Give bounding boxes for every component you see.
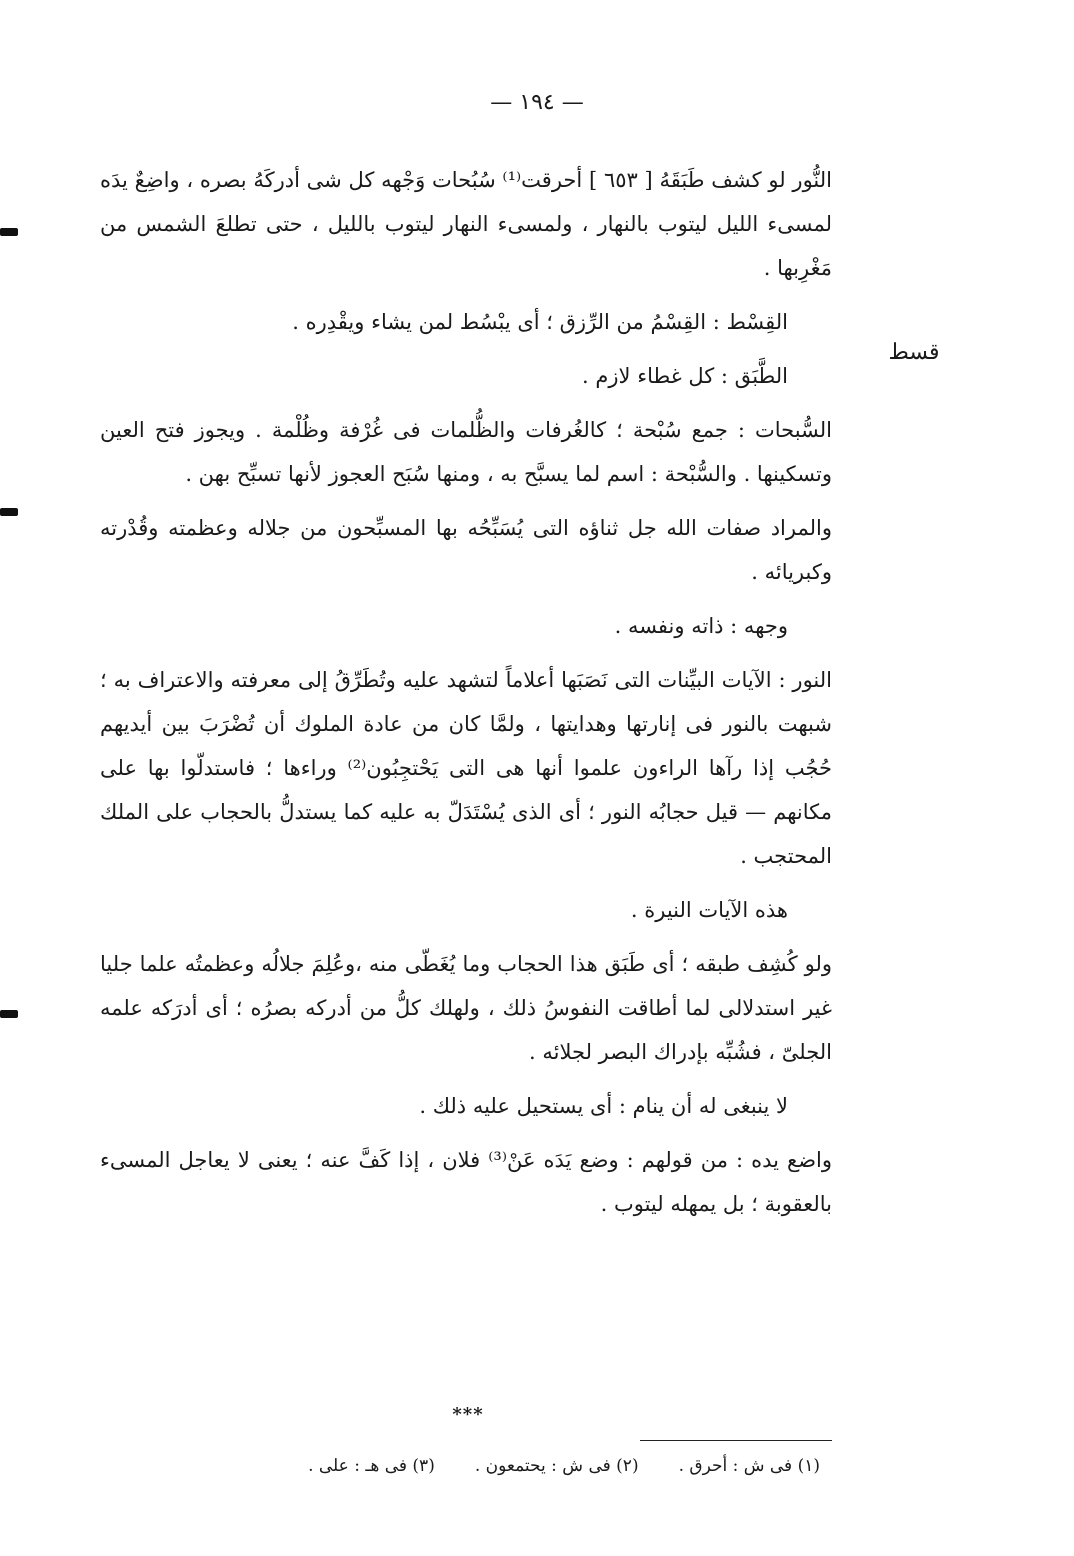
paragraph: واضع يده : من قولهم : وضع يَدَه عَنْ⁽³⁾ فلان ، إذا كَفَّ عنه ؛ يعنى لا يعاجل المسىء بالعقوبة ؛ بل يمهله ليتوب . <box>100 1148 832 1216</box>
paragraph: السُّبحات : جمع سُبْحة ؛ كالغُرفات والظُّلمات فى غُرْفة وظُلْمة . ويجوز فتح العين وتسكينها . والسُّبْحة : اسم لما يسبَّح به ، ومنها سُبَح العجوز لأنها تسبِّح بهن . <box>100 418 832 486</box>
paragraph: ولو كُشِف طبقه ؛ أى طَبَق هذا الحجاب وما يُغَطّى منه ،وعُلِمَ جلالُه وعظمتُه علما جليا غير استدلالى لما أطاقت النفوسُ ذلك ، ولهلك كلُّ من أدركه بصرُه ؛ أى أدرَكه علمه الجلىّ ، فشُبِّه بإدراك البصر لجلائه . <box>100 952 832 1064</box>
paragraph: القِسْط : القِسْمُ من الرِّزق ؛ أى يبْسُط لمن يشاء ويقْدِره . <box>292 310 788 334</box>
section-separator: *** <box>452 1404 484 1425</box>
footnote: (١) فى ش : أحرق . <box>678 1456 820 1476</box>
footnote: (٢) فى ش : يحتمعون . <box>474 1456 639 1476</box>
footnotes <box>260 1456 820 1476</box>
margin-mark <box>0 228 18 236</box>
margin-mark <box>0 1010 18 1018</box>
paragraph: الطَّبَق : كل غطاء لازم . <box>582 364 788 388</box>
paragraph: والمراد صفات الله جل ثناؤه التى يُسَبِّحُه بها المسبِّحون من جلاله وعظمته وقُدْرته وكبريائه . <box>100 516 832 584</box>
margin-note: قسط <box>888 340 940 365</box>
footnote-divider <box>640 1440 832 1441</box>
paragraph: النُّور لو كشف طَبَقَهُ [ ٦٥٣ ] أحرقت⁽¹⁾ سُبُحات وَجْهه كل شى أدركَهُ بصره ، واضِعٌ يدَه لمسىء الليل ليتوب بالنهار ، ولمسىء النهار ليتوب بالليل ، حتى تطلعَ الشمس من مَغْرِبها . <box>100 168 832 280</box>
paragraph: لا ينبغى له أن ينام : أى يستحيل عليه ذلك . <box>419 1094 788 1118</box>
main-text <box>100 158 832 1236</box>
page-number: — ١٩٤ — <box>490 90 584 115</box>
margin-mark <box>0 508 18 516</box>
paragraph: هذه الآيات النيرة . <box>630 898 788 922</box>
footnote: (٣) فى هـ : على . <box>308 1456 435 1476</box>
paragraph: وجهه : ذاته ونفسه . <box>614 614 788 638</box>
paragraph: النور : الآيات البيِّنات التى نَصَبَها أعلاماً لتشهد عليه وتُطَرِّقُ إلى معرفته والاعتراف به ؛ شبهت بالنور فى إنارتها وهدايتها ، ولمَّا كان من عادة الملوك أن تُضْرَبَ بين أيديهم حُجُب إذا رآها الراءون علموا أنها هى التى يَحْتجِبُون⁽²⁾ وراءها ؛ فاستدلّوا بها على مكانهم — قيل حجابُه النور ؛ أى الذى يُسْتَدَلّ به عليه كما يستدلُّ بالحجاب على الملك المحتجب . <box>100 668 832 868</box>
